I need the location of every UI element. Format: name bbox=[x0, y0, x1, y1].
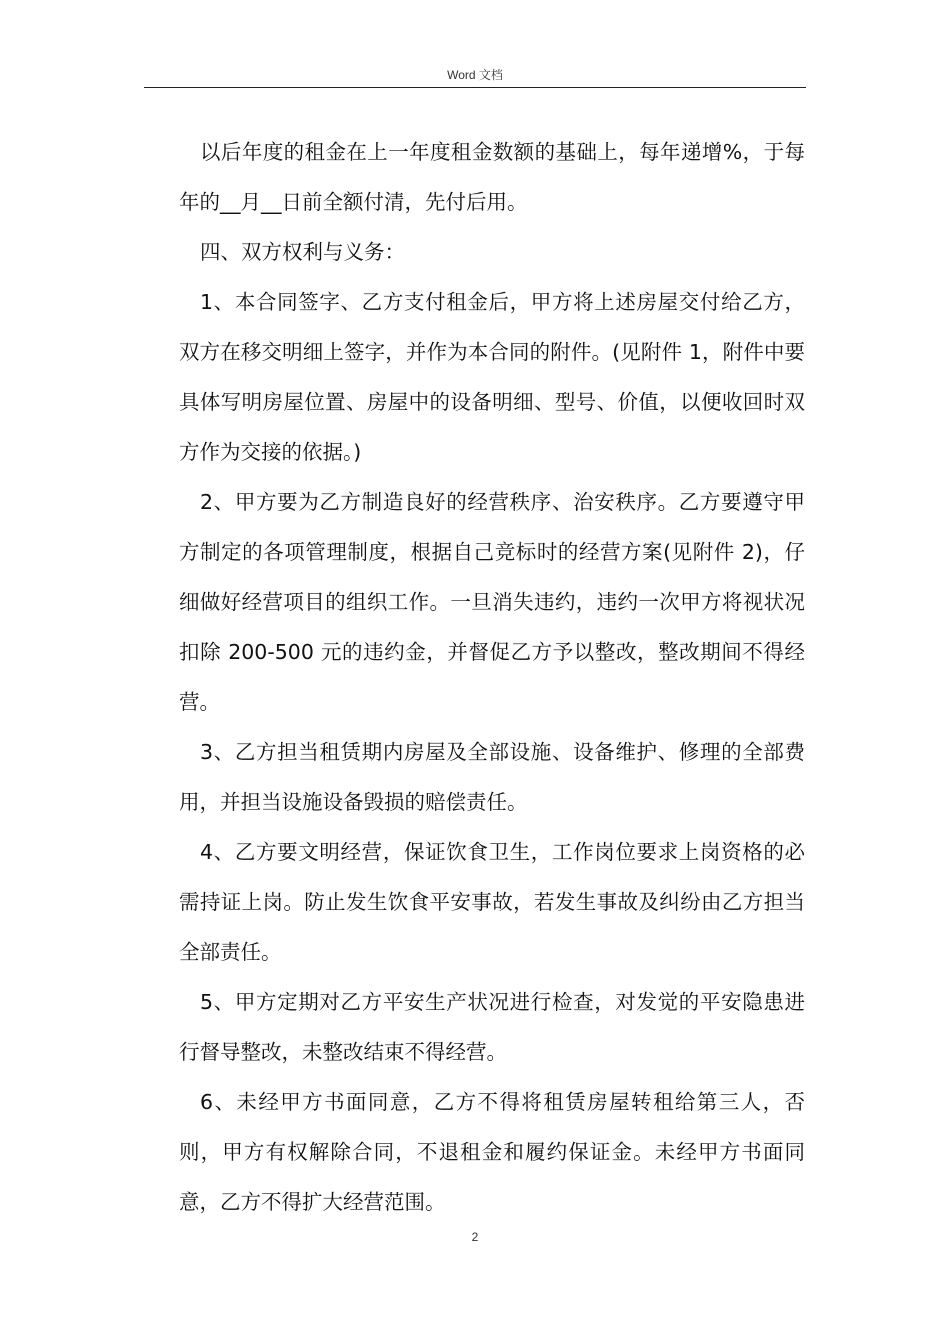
clause-4: 4、乙方要文明经营，保证饮食卫生，工作岗位要求上岗资格的必需持证上岗。防止发生饮食平安事故，若发生事故及纠纷由乙方担当全部责任。 bbox=[179, 840, 805, 964]
clause-1: 1、本合同签字、乙方支付租金后，甲方将上述房屋交付给乙方，双方在移交明细上签字，并作为本合同的附件。(见附件 1，附件中要具体写明房屋位置、房屋中的设备明细、型号、价值，以便收回时双方作为交接的依据。) bbox=[179, 290, 805, 464]
clause-6: 6、未经甲方书面同意，乙方不得将租赁房屋转租给第三人，否则，甲方有权解除合同，不退租金和履约保证金。未经甲方书面同意，乙方不得扩大经营范围。 bbox=[179, 1090, 805, 1214]
clause-3: 3、乙方担当租赁期内房屋及全部设施、设备维护、修理的全部费用，并担当设施设备毁损的赔偿责任。 bbox=[179, 740, 805, 814]
paragraph-rent-increase: 以后年度的租金在上一年度租金数额的基础上，每年递增%，于每年的__月__日前全额付清，先付后用。 bbox=[179, 140, 805, 214]
clause-2: 2、甲方要为乙方制造良好的经营秩序、治安秩序。乙方要遵守甲方制定的各项管理制度，根据自己竞标时的经营方案(见附件 2)，仔细做好经营项目的组织工作。一旦消失违约，违约一次甲方将视状况扣除 200-500 元的违约金，并督促乙方予以整改，整改期间不得经营。 bbox=[179, 490, 805, 714]
section-heading-rights-obligations: 四、双方权利与义务： bbox=[200, 240, 405, 264]
document-body bbox=[179, 127, 805, 1227]
page-number: 2 bbox=[471, 1230, 479, 1244]
header-divider bbox=[144, 87, 806, 88]
page-header: Word 文档 bbox=[447, 68, 503, 82]
clause-5: 5、甲方定期对乙方平安生产状况进行检查，对发觉的平安隐患进行督导整改，未整改结束不得经营。 bbox=[179, 990, 805, 1064]
